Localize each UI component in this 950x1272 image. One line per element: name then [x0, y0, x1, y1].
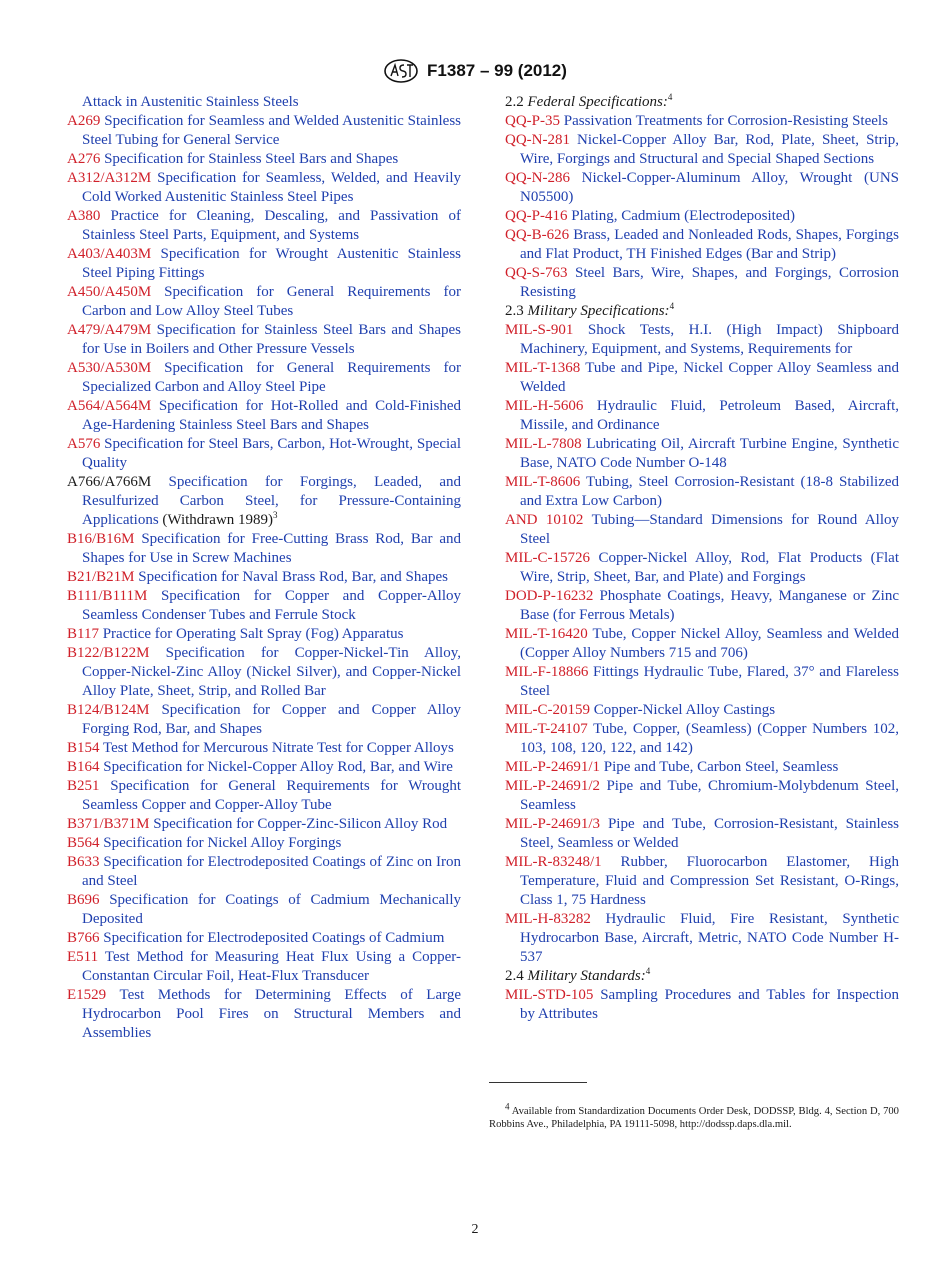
reference-title[interactable]: Specification for Free-Cutting Brass Rod, Bar and Shapes for Use in Screw Machines: [82, 531, 461, 566]
reference-entry: [67, 321, 461, 359]
reference-entry: [505, 853, 899, 910]
reference-code[interactable]: A403/A403M: [67, 246, 152, 262]
reference-code[interactable]: A269: [67, 113, 101, 129]
reference-entry: [505, 625, 899, 663]
section-heading-military-standards: [505, 967, 899, 986]
reference-code[interactable]: MIL-T-24107: [505, 721, 588, 737]
reference-title[interactable]: Specification for Stainless Steel Bars and Shapes: [104, 151, 399, 167]
reference-code[interactable]: A564/A564M: [67, 398, 152, 414]
reference-title[interactable]: Lubricating Oil, Aircraft Turbine Engine, Synthetic Base, NATO Code Number O-148: [520, 436, 899, 471]
astm-logo-icon: [383, 58, 419, 84]
document-id: F1387 – 99 (2012): [427, 61, 567, 80]
reference-code[interactable]: B251: [67, 778, 100, 794]
reference-entry: [505, 986, 899, 1024]
reference-code[interactable]: MIL-C-20159: [505, 702, 590, 718]
reference-title[interactable]: Tube, Copper, (Seamless) (Copper Numbers 102, 103, 108, 120, 122, and 142): [520, 721, 899, 756]
reference-title[interactable]: Nickel-Copper Alloy Bar, Rod, Plate, Sheet, Strip, Wire, Forgings and Structural and Special Shaped Sections: [520, 132, 899, 167]
reference-code[interactable]: MIL-T-1368: [505, 360, 581, 376]
reference-code[interactable]: MIL-T-16420: [505, 626, 588, 642]
reference-entry: [505, 473, 899, 511]
reference-title[interactable]: Specification for Seamless, Welded, and Heavily Cold Worked Austenitic Stainless Steel Pipes: [82, 170, 462, 205]
reference-entry: [505, 720, 899, 758]
reference-title[interactable]: Specification for Wrought Austenitic Stainless Steel Piping Fittings: [82, 246, 462, 281]
reference-code[interactable]: A576: [67, 436, 101, 452]
reference-title[interactable]: Nickel-Copper-Aluminum Alloy, Wrought (UNS N05500): [520, 170, 900, 205]
reference-entry: [67, 948, 461, 986]
reference-title[interactable]: Test Method for Measuring Heat Flux Using a Copper-Constantan Circular Foil, Heat-Flux Transducer: [82, 949, 461, 984]
reference-code[interactable]: B21/B21M: [67, 569, 135, 585]
withdrawn-note: (Withdrawn 1989): [162, 512, 274, 528]
reference-entry: [505, 701, 899, 720]
reference-title[interactable]: Practice for Operating Salt Spray (Fog) Apparatus: [102, 626, 404, 642]
reference-entry: [67, 359, 461, 397]
reference-entry: [505, 435, 899, 473]
reference-code[interactable]: MIL-P-24691/3: [505, 816, 600, 832]
footnote-ref: 4: [667, 92, 673, 102]
reference-title[interactable]: Copper-Nickel Alloy, Rod, Flat Products (Flat Wire, Strip, Sheet, Bar, and Plate) and Forgings: [520, 550, 900, 585]
reference-entry: [67, 435, 461, 473]
reference-code[interactable]: B696: [67, 892, 100, 908]
reference-code[interactable]: B122/B122M: [67, 645, 150, 661]
reference-entry: [67, 777, 461, 815]
reference-title[interactable]: Pipe and Tube, Carbon Steel, Seamless: [603, 759, 839, 775]
reference-title[interactable]: Passivation Treatments for Corrosion-Resisting Steels: [563, 113, 888, 129]
reference-code[interactable]: B564: [67, 835, 100, 851]
reference-code[interactable]: B154: [67, 740, 100, 756]
section-number: 2.4: [505, 968, 524, 984]
reference-entry: [67, 853, 461, 891]
section-title: Federal Specifications:: [527, 94, 668, 110]
section-title: Military Specifications:: [527, 303, 670, 319]
reference-entry: [67, 245, 461, 283]
right-column: [505, 93, 899, 1024]
reference-title[interactable]: Specification for Forgings, Leaded, and Resulfurized Carbon Steel, for Pressure-Containing Applications: [82, 474, 462, 528]
reference-entry: [67, 644, 461, 701]
reference-title[interactable]: Rubber, Fluorocarbon Elastomer, High Temperature, Fluid and Compression Set Resistant, O-Rings, Class 1, 75 Hardness: [520, 854, 899, 908]
section-heading-federal: [505, 93, 899, 112]
reference-code[interactable]: B164: [67, 759, 100, 775]
reference-entry: [505, 511, 899, 549]
footnote-ref: 4: [669, 301, 675, 311]
reference-code[interactable]: B111/B111M: [67, 588, 148, 604]
reference-code[interactable]: QQ-P-35: [505, 113, 560, 129]
reference-code[interactable]: AND 10102: [505, 512, 584, 528]
left-column: [67, 93, 461, 1043]
reference-entry: [67, 929, 461, 948]
footnote-ref: 3: [273, 510, 278, 520]
reference-title[interactable]: Specification for Coatings of Cadmium Mechanically Deposited: [82, 892, 461, 927]
reference-entry: [67, 834, 461, 853]
reference-title[interactable]: Tube and Pipe, Nickel Copper Alloy Seamless and Welded: [520, 360, 899, 395]
reference-code[interactable]: MIL-C-15726: [505, 550, 590, 566]
continued-entry: Attack in Austenitic Stainless Steels: [82, 94, 299, 110]
reference-code[interactable]: B124/B124M: [67, 702, 150, 718]
reference-title[interactable]: Fittings Hydraulic Tube, Flared, 37° and Flareless Steel: [520, 664, 899, 699]
page-number: 2: [471, 1222, 479, 1237]
reference-title[interactable]: Tube, Copper Nickel Alloy, Seamless and Welded (Copper Alloy Numbers 715 and 706): [520, 626, 900, 661]
reference-title[interactable]: Specification for Copper-Nickel-Tin Alloy, Copper-Nickel-Zinc Alloy (Nickel Silver), and Copper-Nickel Alloy Plate, Sheet, Strip, and Rolled Bar: [82, 645, 461, 699]
reference-title[interactable]: Hydraulic Fluid, Petroleum Based, Aircraft, Missile, and Ordinance: [520, 398, 899, 433]
section-number: 2.3: [505, 303, 524, 319]
reference-title[interactable]: Pipe and Tube, Corrosion-Resistant, Stainless Steel, Seamless or Welded: [520, 816, 899, 851]
reference-title[interactable]: Test Method for Mercurous Nitrate Test for Copper Alloys: [103, 740, 454, 756]
reference-entry: [505, 910, 899, 967]
reference-title[interactable]: Tubing—Standard Dimensions for Round Alloy Steel: [520, 512, 899, 547]
reference-title[interactable]: Tubing, Steel Corrosion-Resistant (18-8 Stabilized and Extra Low Carbon): [520, 474, 900, 509]
reference-entry: [67, 739, 461, 758]
reference-entry: [505, 131, 899, 169]
reference-entry: [67, 397, 461, 435]
reference-code[interactable]: E1529: [67, 987, 107, 1003]
reference-entry: [505, 226, 899, 264]
reference-entry-withdrawn: [67, 473, 461, 530]
reference-code[interactable]: MIL-H-5606: [505, 398, 584, 414]
reference-entry: [67, 815, 461, 834]
reference-title[interactable]: Copper-Nickel Alloy Castings: [593, 702, 776, 718]
reference-code[interactable]: B16/B16M: [67, 531, 135, 547]
reference-code[interactable]: QQ-N-281: [505, 132, 570, 148]
reference-title[interactable]: Specification for Seamless and Welded Austenitic Stainless Steel Tubing for General Service: [82, 113, 461, 148]
reference-title[interactable]: Specification for Electrodeposited Coatings of Zinc on Iron and Steel: [82, 854, 461, 889]
reference-entry: [67, 568, 461, 587]
reference-entry: [67, 625, 461, 644]
reference-entry: [67, 169, 461, 207]
reference-code[interactable]: MIL-T-8606: [505, 474, 581, 490]
reference-entry: [505, 112, 899, 131]
footnote-marker: 4: [505, 1101, 510, 1112]
reference-title[interactable]: Specification for General Requirements for Specialized Carbon and Alloy Steel Pipe: [82, 360, 461, 395]
reference-code[interactable]: QQ-N-286: [505, 170, 570, 186]
reference-title[interactable]: Specification for Copper-Zinc-Silicon Alloy Rod: [153, 816, 448, 832]
reference-title[interactable]: Specification for Copper and Copper Alloy Forging Rod, Bar, and Shapes: [82, 702, 461, 737]
footnote-text: Available from Standardization Documents Order Desk, DODSSP, Bldg. 4, Section D, 700 Robbins Ave., Philadelphia, PA 19111-5098, http://dodssp.daps.dla.mil.: [489, 1105, 899, 1131]
reference-code[interactable]: B117: [67, 626, 99, 642]
footnote-ref: 4: [645, 966, 651, 976]
reference-code[interactable]: MIL-R-83248/1: [505, 854, 602, 870]
reference-entry: [67, 207, 461, 245]
reference-code[interactable]: MIL-P-24691/2: [505, 778, 600, 794]
reference-code[interactable]: MIL-STD-105: [505, 987, 594, 1003]
reference-code[interactable]: B766: [67, 930, 100, 946]
reference-title[interactable]: Shock Tests, H.I. (High Impact) Shipboard Machinery, Equipment, and Systems, Requirements for: [520, 322, 899, 357]
reference-title[interactable]: Plating, Cadmium (Electrodeposited): [571, 208, 795, 224]
footnote-divider: [489, 1082, 587, 1083]
reference-entry: [67, 758, 461, 777]
section-title: Military Standards:: [527, 968, 646, 984]
reference-code[interactable]: E511: [67, 949, 99, 965]
reference-title[interactable]: Brass, Leaded and Nonleaded Rods, Shapes, Forgings and Flat Product, TH Finished Edges (Bar and Strip): [520, 227, 899, 262]
reference-entry: [505, 663, 899, 701]
reference-title[interactable]: Pipe and Tube, Chromium-Molybdenum Steel, Seamless: [520, 778, 899, 813]
reference-title[interactable]: Specification for Steel Bars, Carbon, Hot-Wrought, Special Quality: [82, 436, 462, 471]
reference-entry: [505, 264, 899, 302]
reference-entry: [67, 587, 461, 625]
footnote: [489, 1101, 899, 1132]
reference-code[interactable]: A530/A530M: [67, 360, 152, 376]
reference-code: A766/A766M: [67, 474, 152, 490]
reference-title[interactable]: Specification for Stainless Steel Bars and Shapes for Use in Boilers and Other Pressure Vessels: [82, 322, 462, 357]
section-heading-military-specs: [505, 302, 899, 321]
reference-title[interactable]: Phosphate Coatings, Heavy, Manganese or Zinc Base (for Ferrous Metals): [520, 588, 900, 623]
reference-entry: [505, 815, 899, 853]
reference-code[interactable]: MIL-F-18866: [505, 664, 589, 680]
reference-title[interactable]: Test Methods for Determining Effects of Large Hydrocarbon Pool Fires on Structural Members and Assemblies: [82, 987, 462, 1041]
reference-title[interactable]: Specification for Copper and Copper-Alloy Seamless Condenser Tubes and Ferrule Stock: [82, 588, 462, 623]
reference-entry: [505, 359, 899, 397]
reference-code[interactable]: B371/B371M: [67, 816, 150, 832]
reference-entry: [505, 777, 899, 815]
reference-code[interactable]: A479/A479M: [67, 322, 152, 338]
reference-entry: [67, 986, 461, 1043]
reference-code[interactable]: A276: [67, 151, 101, 167]
reference-code[interactable]: DOD-P-16232: [505, 588, 594, 604]
reference-title[interactable]: Specification for Hot-Rolled and Cold-Finished Age-Hardening Stainless Steel Bars and Shapes: [82, 398, 461, 433]
reference-title[interactable]: Specification for General Requirements for Wrought Seamless Copper and Copper-Alloy Tube: [82, 778, 461, 813]
reference-code[interactable]: QQ-S-763: [505, 265, 568, 281]
section-number: 2.2: [505, 94, 524, 110]
reference-entry: [67, 530, 461, 568]
reference-title[interactable]: Specification for Naval Brass Rod, Bar, and Shapes: [138, 569, 449, 585]
reference-entry: [67, 891, 461, 929]
reference-code[interactable]: QQ-P-416: [505, 208, 568, 224]
reference-code[interactable]: A450/A450M: [67, 284, 152, 300]
reference-entry: [505, 321, 899, 359]
reference-title[interactable]: Specification for General Requirements for Carbon and Low Alloy Steel Tubes: [82, 284, 461, 319]
reference-title[interactable]: Steel Bars, Wire, Shapes, and Forgings, Corrosion Resisting: [520, 265, 899, 300]
reference-entry: [67, 150, 461, 169]
reference-entry: [67, 283, 461, 321]
reference-title[interactable]: Specification for Nickel Alloy Forgings: [103, 835, 342, 851]
reference-entry: [505, 207, 899, 226]
reference-code[interactable]: MIL-S-901: [505, 322, 574, 338]
reference-code[interactable]: B633: [67, 854, 100, 870]
reference-code[interactable]: MIL-P-24691/1: [505, 759, 600, 775]
page-header: [0, 58, 950, 84]
reference-title[interactable]: Practice for Cleaning, Descaling, and Passivation of Stainless Steel Parts, Equipment, and Systems: [82, 208, 461, 243]
reference-entry: [505, 549, 899, 587]
reference-code[interactable]: A380: [67, 208, 101, 224]
reference-title[interactable]: Specification for Nickel-Copper Alloy Rod, Bar, and Wire: [103, 759, 453, 775]
reference-entry: [505, 397, 899, 435]
reference-entry: [505, 758, 899, 777]
reference-code[interactable]: MIL-H-83282: [505, 911, 591, 927]
reference-code[interactable]: QQ-B-626: [505, 227, 570, 243]
reference-entry: [505, 169, 899, 207]
reference-code[interactable]: MIL-L-7808: [505, 436, 582, 452]
reference-entry: [67, 112, 461, 150]
reference-title[interactable]: Hydraulic Fluid, Fire Resistant, Synthetic Hydrocarbon Base, Aircraft, Metric, NATO Code Number H-537: [520, 911, 899, 965]
reference-title[interactable]: Sampling Procedures and Tables for Inspection by Attributes: [520, 987, 899, 1022]
reference-entry: [67, 701, 461, 739]
reference-title[interactable]: Specification for Electrodeposited Coatings of Cadmium: [103, 930, 445, 946]
reference-entry: [505, 587, 899, 625]
reference-code[interactable]: A312/A312M: [67, 170, 152, 186]
